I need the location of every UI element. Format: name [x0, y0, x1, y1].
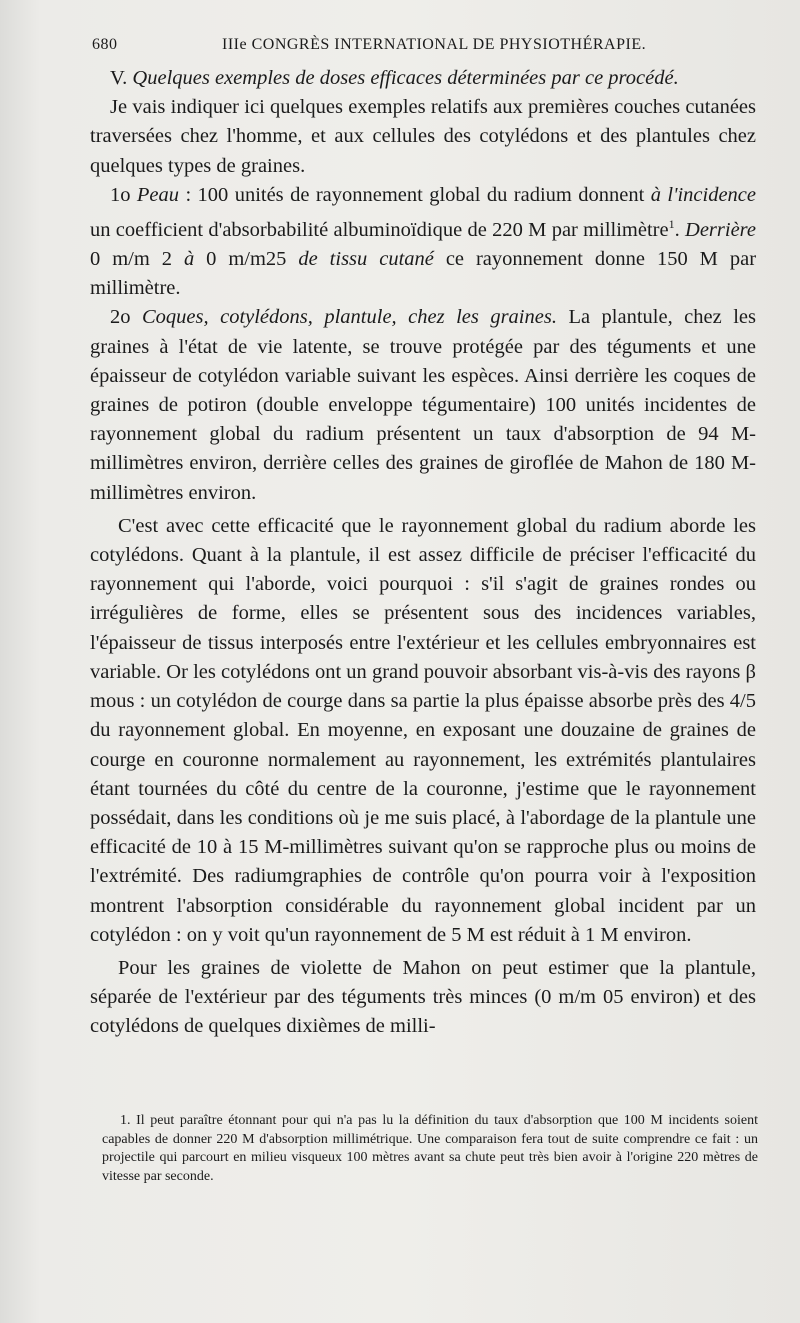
- text-span: : 100 unités de rayonnement global du radium donnent: [185, 183, 645, 206]
- footnote-ref: 1: [668, 217, 675, 232]
- paragraph-coques: [90, 303, 756, 507]
- running-title: IIIe CONGRÈS INTERNATIONAL DE PHYSIOTHÉRAPIE.: [222, 36, 647, 53]
- section-heading: [90, 64, 756, 93]
- section-number: V.: [110, 67, 128, 89]
- text-span: 0 m/m25: [206, 248, 287, 271]
- paragraph-violette: Pour les graines de violette de Mahon on peut estimer que la plantule, séparée de l'extérieur par des téguments très minces (0 m/m 05 environ) et des cotylédons de quelques dixièmes de milli-: [90, 956, 756, 1038]
- paragraph-efficacite: C'est avec cette efficacité que le rayonnement global du radium aborde les cotylédons. Quant à la plantule, il est assez difficile de préciser l'efficacité du rayonnement qui l'aborde, voici pourquoi : s'il s'agit de graines rondes ou irrégulières de forme, elles se présentent sous des incidences variables, l'épaisseur de tissus interposés entre l'extérieur et les cellules embryonnaires est variable. Or les cotylédons ont un grand pouvoir absorbant vis-à-vis des rayons β mous : un cotylédon de courge dans sa partie la plus épaisse absorbe près des 4/5 du rayonnement global. En moyenne, en exposant une douzaine de graines de courge en couronne normalement au rayonnement, les extrémités plantulaires étant tournées du côté du centre de la couronne, j'estime que le rayonnement possédait, dans les conditions où je me suis placé, à l'abordage de la plantule une efficacité de 10 à 15 M-millimètres suivant qu'on se rapproche plus ou moins de l'extrémité. Des radiumgraphies de contrôle qu'on pourra voir à l'exposition montrent l'absorption considérable du rayonnement global incident par un cotylédon : on y voit qu'un rayonnement de 5 M est réduit à 1 M environ.: [90, 514, 756, 946]
- text-span: un coefficient d'absorbabilité albuminoïdique de 220 M par millimètre: [90, 218, 669, 241]
- item-number: 2o: [110, 306, 131, 329]
- footnote-text: 1. Il peut paraître étonnant pour qui n'a pas lu la définition du taux d'absorption que 100 M incidents soient capables de donner 220 M d'absorption millimétrique. Une comparaison fera tout de suite comprendre ce fait : un projectile qui parcourt en milieu visqueux 100 mètres avant sa chute peut très bien avoir à l'origine 220 mètres de vitesse par seconde.: [102, 1113, 758, 1184]
- text-span: 0 m/m 2: [90, 248, 172, 271]
- item-number: 1o: [110, 183, 131, 206]
- item-label: Peau: [136, 183, 180, 206]
- text-span-italic: Derrière: [685, 218, 757, 241]
- text-span-italic: à l'incidence: [650, 183, 756, 206]
- paragraph-intro: Je vais indiquer ici quelques exemples relatifs aux premières couches cutanées traversées chez l'homme, et aux cellules des cotylédons et des plantules chez quelques types de graines.: [90, 96, 756, 177]
- text-span-italic: de tissu cutané: [298, 248, 434, 271]
- footnote: [102, 1112, 758, 1186]
- text-span: .: [674, 218, 680, 241]
- text-span-italic: à: [183, 248, 195, 271]
- paragraph-peau: [90, 181, 756, 304]
- text-span: ce rayonnement donne 150 M par millimètre.: [90, 248, 757, 300]
- item-label: Coques, cotylédons, plantule, chez les graines.: [141, 306, 557, 329]
- section-title: Quelques exemples de doses efficaces déterminées par ce procédé.: [132, 67, 679, 89]
- text-span: La plantule, chez les graines à l'état de vie latente, se trouve protégée par des téguments et une épaisseur de cotylédon variable suivant les espèces. Ainsi derrière les coques de graines de potiron (double enveloppe tégumentaire) 100 unités incidentes de rayonnement global du radium présentent un taux d'absorption de 94 M-millimètres environ, derrière celles des graines de giroflée de Mahon de 180 M-millimètres environ.: [90, 306, 756, 504]
- main-text: [90, 64, 756, 1042]
- page-number: 680: [92, 36, 118, 53]
